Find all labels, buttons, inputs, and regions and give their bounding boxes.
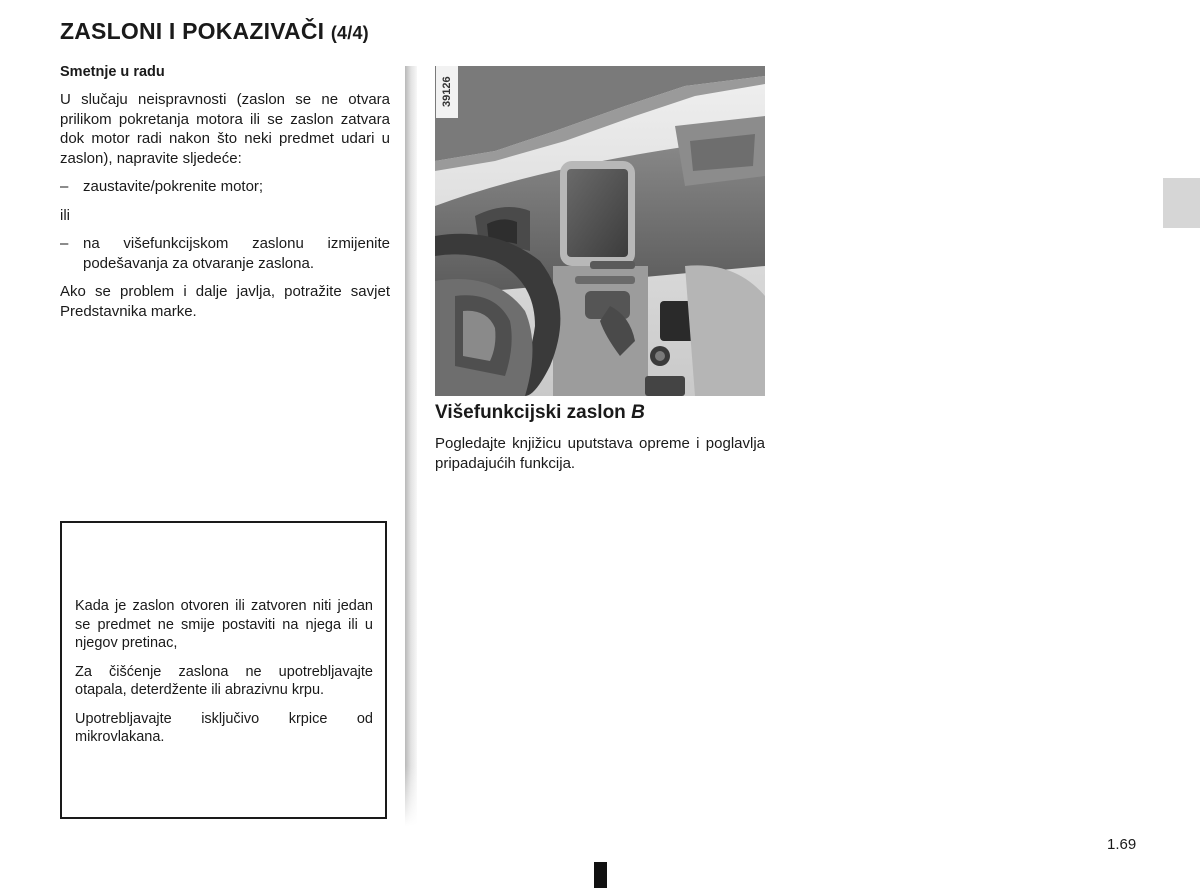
figure-heading-text: Višefunkcijski zaslon <box>435 402 626 423</box>
dashboard-illustration <box>435 66 765 396</box>
dash-bullet: – <box>60 235 69 252</box>
chapter-tab-marker <box>1163 178 1200 228</box>
figure-description: Pogledajte knjižicu uputstava opreme i poglavlja pripadajućih funkcija. <box>435 435 765 472</box>
warning-paragraph-3: Upotrebljavajte isključivo krpice od mikrovlakana. <box>75 710 373 745</box>
figure-code-label: 39126 <box>436 66 458 118</box>
warning-paragraph-1: Kada je zaslon otvoren ili zatvoren niti jedan se predmet ne smije postaviti na njega ili u njegov pretinac, <box>75 598 373 651</box>
figure-heading <box>435 402 765 424</box>
or-text: ili <box>60 206 70 224</box>
dash-bullet: – <box>60 178 69 195</box>
list-item <box>60 177 390 197</box>
closing-paragraph: Ako se problem i dalje javlja, potražite savjet Predstavnika marke. <box>60 283 390 320</box>
page-part-label: (4/4) <box>330 23 369 43</box>
page-title-text: ZASLONI I POKAZIVAČI <box>60 18 325 44</box>
list-item-text: zaustavite/pokrenite motor; <box>83 178 264 195</box>
binder-mark <box>594 862 607 888</box>
page-number: 1.69 <box>1107 836 1137 853</box>
warning-box <box>60 521 387 819</box>
intro-paragraph: U slučaju neispravnosti (zaslon se ne otvara prilikom pokretanja motora ili se zaslon zatvara dok motor radi nakon što neki predmet udari u zaslon), napravite sljedeće: <box>60 91 390 167</box>
column-divider <box>405 66 417 826</box>
left-column <box>60 64 390 330</box>
warning-paragraph-2: Za čišćenje zaslona ne upotrebljavajte otapala, deterdžente ili abrazivnu krpu. <box>75 663 373 698</box>
section-heading: Smetnje u radu <box>60 64 165 80</box>
dashboard-figure <box>435 66 765 396</box>
page-title <box>60 18 369 45</box>
list-item <box>60 234 390 273</box>
figure-heading-letter: B <box>631 402 645 423</box>
right-column <box>435 402 765 482</box>
list-item-text: na višefunkcijskom zaslonu izmijenite podešavanja za otvaranje zaslona. <box>83 235 390 272</box>
